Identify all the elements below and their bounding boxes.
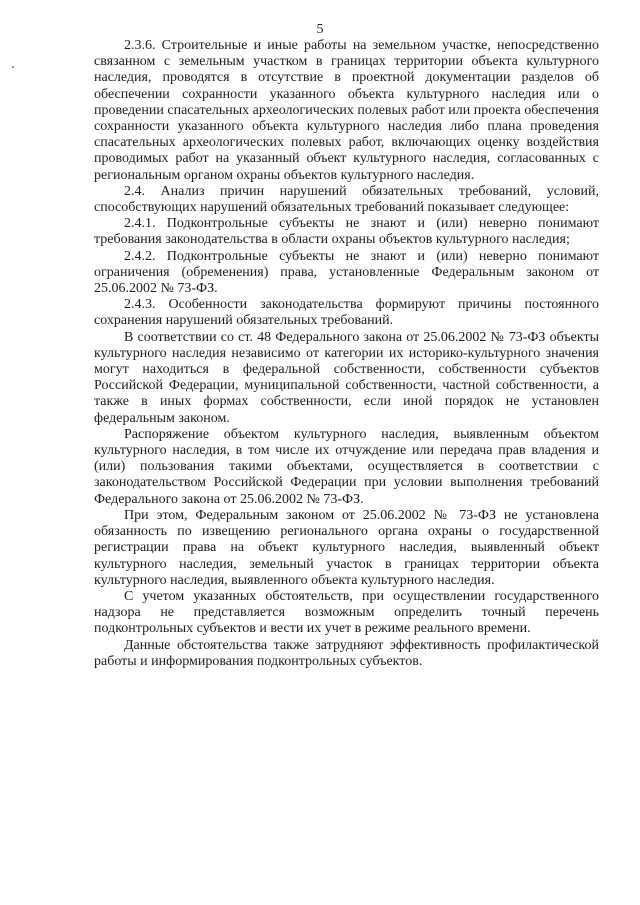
paragraph-2-4-3: 2.4.3. Особенности законодательства формируют причины постоянного сохранения нарушений обязательных требований. [94,297,599,329]
paragraph-ownership: В соответствии со ст. 48 Федерального закона от 25.06.2002 № 73-ФЗ объекты культурного наследия независимо от категории их историко-культурного значения могут находиться в федеральной собственности, собственности субъектов Российской Федерации, муниципальной собственности, частной собственности, а также в иных формах собственности, если иной порядок не установлен федеральным законом. [94,329,599,426]
page-number: 5 [316,22,324,37]
paragraph-2-3-6: 2.3.6. Строительные и иные работы на земельном участке, непосредственно связанном с земельным участком в границах территории объекта культурного наследия, проводятся в отсутствие в проектной документации разделов об обеспечении сохранности указанного объекта культурного наследия или о проведении спасательных археологических полевых работ или проекта обеспечения сохранности указанного объекта культурного наследия либо плана проведения спасательных археологических полевых работ, включающих оценку воздействия проводимых работ на указанный объект культурного наследия, согласованных с региональным органом охраны объектов культурного наследия. [94,38,599,183]
paragraph-2-4: 2.4. Анализ причин нарушений обязательных требований, условий, способствующих нарушений обязательных требований показывает следующее: [94,183,599,216]
paragraph-2-4-2: 2.4.2. Подконтрольные субъекты не знают и (или) неверно понимают ограничения (обременения) права, установленные Федеральным законом от 25.06.2002 № 73-ФЗ. [94,248,599,297]
paragraph-supervision: С учетом указанных обстоятельств, при осуществлении государственного надзора не представляется возможным определить точный перечень подконтрольных субъектов и вести их учет в режиме реального времени. [94,588,599,637]
paragraph-prevention: Данные обстоятельства также затрудняют эффективность профилактической работы и информирования подконтрольных субъектов. [94,637,599,669]
scan-speck [12,66,14,68]
paragraph-registration: При этом, Федеральным законом от 25.06.2002 № 73-ФЗ не установлена обязанность по извещению регионального органа охраны о государственной регистрации права на объект культурного наследия, выявленный объект культурного наследия, земельный участок в границах территории объекта культурного наследия, выявленного объекта культурного наследия. [94,507,599,588]
paragraph-disposal: Распоряжение объектом культурного наследия, выявленным объектом культурного наследия, в том числе их отчуждение или передача прав владения и (или) пользования такими объектами, осуществляется в соответствии с законодательством Российской Федерации при условии выполнения требований Федерального закона от 25.06.2002 № 73-ФЗ. [94,426,599,507]
document-body [94,38,599,670]
paragraph-2-4-1: 2.4.1. Подконтрольные субъекты не знают и (или) неверно понимают требования законодательства в области охраны объектов культурного наследия; [94,216,599,248]
